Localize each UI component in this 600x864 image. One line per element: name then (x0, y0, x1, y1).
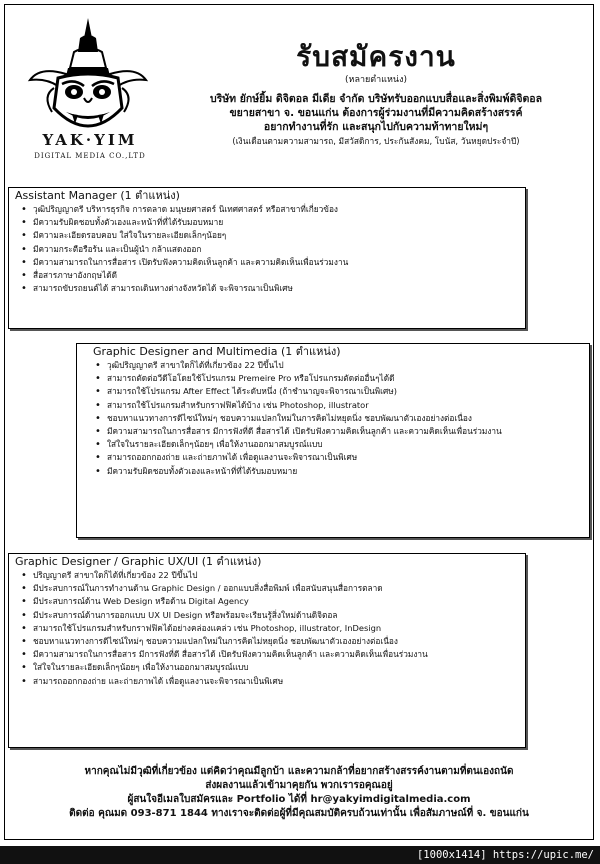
list-item: • สามารถออกกองถ่าย และถ่ายภาพได้ เพื่อดูแลงานจะพิจารณาเป็นพิเศษ (95, 451, 583, 464)
list-item: • มีความสามารถในการสื่อสาร มีการฟังที่ดี สื่อสารได้ เปิดรับฟังความคิดเห็นลูกค้า และความคิดเห็นเพื่อนร่วมงาน (21, 648, 519, 661)
requirements-list (9, 569, 525, 688)
page-title: รับสมัครงาน (296, 40, 456, 73)
list-item: • มีความรับผิดชอบทั้งตัวเองและหน้าที่ที่ได้รับมอบหมาย (21, 216, 519, 229)
list-item: • สามารถตัดต่อวีดีโอโดยใช้โปรแกรม Premeire Pro หรือโปรแกรมตัดต่ออื่นๆได้ดี (95, 372, 583, 385)
list-item: • สามารถใช้โปรแกรมสำหรับกราฟฟิคได้บ้าง เช่น Photoshop, illustrator (95, 399, 583, 412)
footer (8, 765, 590, 821)
list-item: • สามารถออกกองถ่าย และถ่ายภาพได้ เพื่อดูแลงานจะพิจารณาเป็นพิเศษ (21, 675, 519, 688)
list-item: • วุฒิปริญญาตรี บริหารธุรกิจ การตลาด มนุษยศาสตร์ นิเทศศาสตร์ หรือสาขาที่เกี่ยวข้อง (21, 203, 519, 216)
position-title: Graphic Designer and Multimedia (1 ตำแหน่ง) (93, 345, 341, 358)
list-item: • ใส่ใจในรายละเอียดเล็กๆน้อยๆ เพื่อให้งานออกมาสมบูรณ์แบบ (95, 438, 583, 451)
list-item: • มีความละเอียดรอบคอบ ใส่ใจในรายละเอียดเล็กๆน้อยๆ (21, 229, 519, 242)
position-box-graphic-ux-ui (8, 553, 526, 748)
company-line: บริษัท ยักษ์ยิ้ม ดิจิตอล มีเดีย จำกัด บริษัทรับออกแบบสื่อและสิ่งพิมพ์ดิจิตอล (209, 93, 543, 105)
requirements-list (77, 359, 589, 478)
requirements-list (9, 203, 525, 295)
company-line: ขยายสาขา จ. ขอนแก่น ต้องการผู้ร่วมงานที่มีความคิดสร้างสรรค์ (229, 107, 523, 119)
list-item: • มีความสามารถในการสื่อสาร เปิดรับฟังความคิดเห็นลูกค้า และความคิดเห็นเพื่อนร่วมงาน (21, 256, 519, 269)
list-item: • สามารถขับรถยนต์ได้ สามารถเดินทางต่างจังหวัดได้ จะพิจารณาเป็นพิเศษ (21, 282, 519, 295)
headline (166, 40, 586, 147)
list-item: • วุฒิปริญญาตรี สาขาใดก็ได้ที่เกี่ยวข้อง 22 ปีขึ้นไป (95, 359, 583, 372)
page-subtitle: (หลายตำแหน่ง) (345, 75, 407, 85)
position-box-graphic-multimedia (76, 343, 590, 538)
footer-contact-line: ติดต่อ คุณมด 093-871 1844 ทางเราจะติดต่อผู้ที่มีคุณสมบัติครบถ้วนเท่านั้น เพื่อสัมภาษณ์ที่ จ. ขอนแก่น (69, 808, 529, 819)
image-source-bar: [1000x1414] https://upic.me/ (0, 846, 600, 864)
list-item: • มีประสบการณ์ในการทำงานด้าน Graphic Design / ออกแบบสิ่งสื่อพิมพ์ เพื่อสนับสนุนสื่อการตลาด (21, 582, 519, 595)
list-item: • ใส่ใจในรายละเอียดเล็กๆน้อยๆ เพื่อให้งานออกมาสมบูรณ์แบบ (21, 661, 519, 674)
footer-line: ส่งผลงานแล้วเข้ามาคุยกัน พวกเรารอคุณอยู่ (205, 780, 393, 791)
logo-brand-text: YAK·YIM (42, 131, 138, 149)
position-title: Assistant Manager (1 ตำแหน่ง) (15, 189, 180, 202)
list-item: • สามารถใช้โปรแกรม After Effect ได้ระดับหนึ่ง (ถ้าชำนาญจะพิจารณาเป็นพิเศษ) (95, 385, 583, 398)
footer-line: หากคุณไม่มีวุฒิที่เกี่ยวข้อง แต่คิดว่าคุณมีลูกบ้า และความกล้าที่อยากสร้างสรรค์งานตามที่ตนเองถนัด (84, 766, 514, 777)
position-box-assistant-manager (8, 187, 526, 329)
list-item: • ชอบหาแนวทางการดีไซน์ใหม่ๆ ชอบความแปลกใหม่ในการคิดไม่หยุดนิ่ง ชอบพัฒนาตัวเองอย่างต่อเนื่อง (95, 412, 583, 425)
position-title: Graphic Designer / Graphic UX/UI (1 ตำแหน่ง) (15, 555, 262, 568)
list-item: • สื่อสารภาษาอังกฤษได้ดี (21, 269, 519, 282)
list-item: • มีประสบการณ์ด้านการออกแบบ UX UI Design หรือพร้อมจะเรียนรู้สิ่งใหม่ด้านดิจิตอล (21, 609, 519, 622)
list-item: • มีความรับผิดชอบทั้งตัวเองและหน้าที่ที่ได้รับมอบหมาย (95, 465, 583, 478)
company-line: อยากทำงานที่รัก และสนุกไปกับความท้าทายใหม่ๆ (263, 121, 489, 133)
list-item: • สามารถใช้โปรแกรมสำหรับกราฟฟิคได้อย่างคล่องแคล่ว เช่น Photoshop, illustrator, InDesign (21, 622, 519, 635)
list-item: • ชอบหาแนวทางการดีไซน์ใหม่ๆ ชอบความแปลกใหม่ในการคิดไม่หยุดนิ่ง ชอบพัฒนาตัวเองอย่างต่อเนื่อง (21, 635, 519, 648)
list-item: • มีประสบการณ์ด้าน Web Design หรือด้าน Digital Agency (21, 595, 519, 608)
list-item: • มีความสามารถในการสื่อสาร มีการฟังที่ดี สื่อสารได้ เปิดรับฟังความคิดเห็นลูกค้า และความคิดเห็นเพื่อนร่วมงาน (95, 425, 583, 438)
footer-apply-line: ผู้สนใจอีเมลใบสมัครและ Portfolio ได้ที่ hr@yakyimdigitalmedia.com (127, 794, 471, 805)
benefits-text: (เงินเดือนตามความสามารถ, มีสวัสดิการ, ประกันสังคม, โบนัส, วันหยุดประจำปี) (232, 136, 520, 146)
company-description (166, 92, 586, 134)
giant-mask-logo-icon (18, 16, 158, 146)
list-item: • ปริญญาตรี สาขาใดก็ได้ที่เกี่ยวข้อง 22 ปีขึ้นไป (21, 569, 519, 582)
list-item: • มีความกระตือรือร้น และเป็นผู้นำ กล้าแสดงออก (21, 243, 519, 256)
logo-subtitle: DIGITAL MEDIA CO.,LTD (34, 152, 146, 160)
